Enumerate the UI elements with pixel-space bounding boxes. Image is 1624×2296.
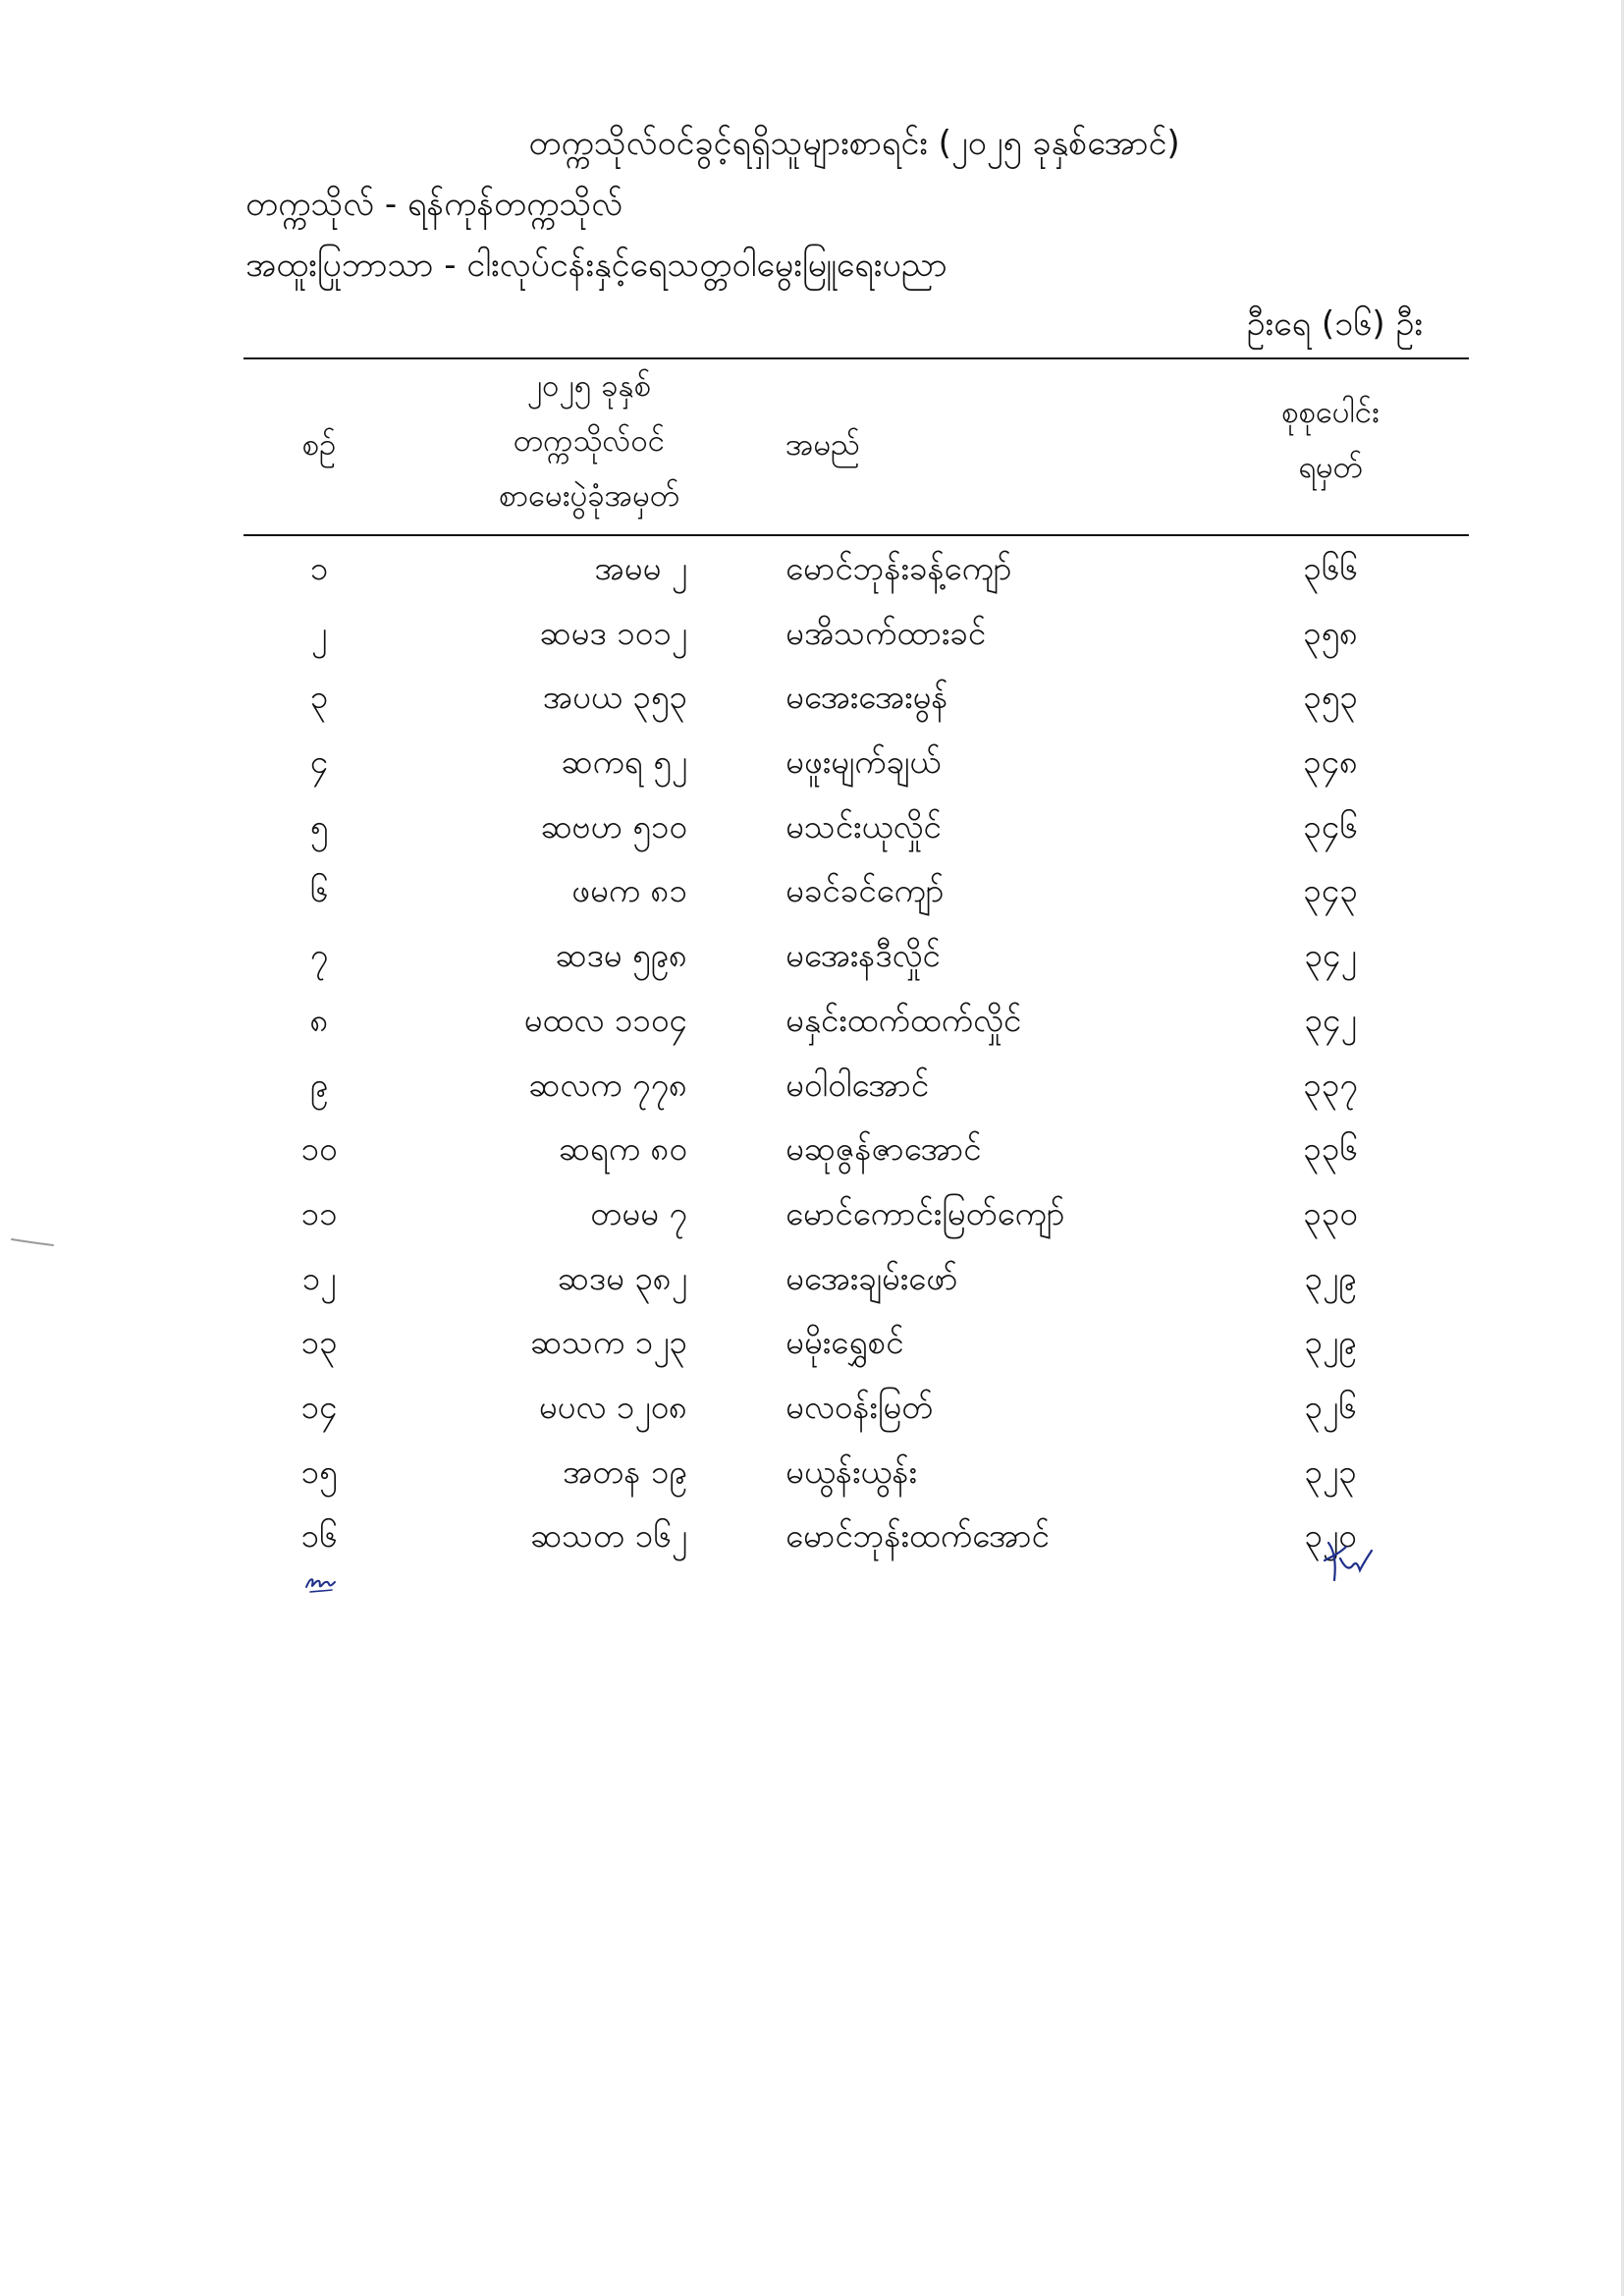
left-signature-mark (302, 1569, 342, 1597)
row-name: မနှင်းထက်ထက်လှိုင် (785, 1000, 1022, 1039)
row-name: မောင်ကောင်းမြတ်ကျော် (785, 1193, 1065, 1232)
row-no: ၁၆ (300, 1516, 338, 1556)
row-marks: ၃၃၀ (1303, 1193, 1358, 1232)
header-roll-number (432, 358, 746, 523)
row-marks: ၃၂၉ (1304, 1258, 1357, 1297)
table-row (0, 732, 1624, 796)
row-name: မယွန်းယွန်း (785, 1451, 917, 1491)
row-marks: ၃၃၇ (1303, 1065, 1358, 1104)
row-roll: ဆကရ ၅၂ (561, 742, 687, 782)
row-no: ၁ (309, 549, 329, 587)
row-marks: ၃၂၀ (1304, 1516, 1357, 1556)
row-name: မခင်ခင်ကျော် (785, 871, 945, 910)
row-name: မောင်ဘုန်းခန့်ကျော် (785, 549, 1012, 587)
table-row (0, 990, 1624, 1055)
row-roll: ဖမက ၈၁ (571, 871, 687, 910)
subject-line: အထူးပြုဘာသာ - ငါးလုပ်ငန်းနှင့်ရေသတ္တဝါမွေးမြူရေးပညာ (245, 246, 947, 285)
table-body (0, 538, 1624, 1570)
row-roll: ဆရက ၈၀ (558, 1129, 687, 1169)
row-roll: အတန ၁၉ (562, 1451, 687, 1491)
row-roll: တမမ ၇ (590, 1193, 687, 1232)
row-no: ၉ (309, 1065, 329, 1104)
row-marks: ၃၄၈ (1303, 742, 1358, 782)
row-roll: အမမ ၂ (594, 549, 687, 587)
table-row (0, 538, 1624, 603)
row-name: မအိသက်ထားခင် (785, 613, 987, 652)
table-row (0, 1312, 1624, 1377)
row-no: ၆ (309, 871, 329, 910)
row-no: ၁၅ (300, 1451, 338, 1491)
table-row (0, 925, 1624, 990)
row-marks: ၃၄၃ (1303, 871, 1358, 910)
row-no: ၈ (309, 1000, 329, 1039)
table-row (0, 1442, 1624, 1506)
row-roll: ဆသတ ၁၆၂ (530, 1516, 687, 1556)
scan-smudge (10, 1235, 55, 1249)
header-name: အမည် (785, 427, 861, 463)
row-name: မောင်ဘုန်းထက်အောင် (785, 1516, 1050, 1556)
row-no: ၂ (310, 613, 328, 652)
row-no: ၄ (309, 742, 329, 782)
document-title: တက္ကသိုလ်ဝင်ခွင့်ရရှိသူများစာရင်း (၂၀၂၅ ခုနှစ်အောင်) (528, 124, 1180, 163)
header-roll-line1: ၂၀၂၅ ခုနှစ် (526, 368, 652, 404)
row-marks: ၃၅၃ (1303, 678, 1358, 717)
header-no: စဉ် (301, 427, 337, 463)
row-roll: မထလ ၁၁၀၄ (523, 1000, 687, 1039)
row-name: မမိုးရွှေစင် (785, 1323, 904, 1362)
row-roll: ဆဒမ ၃၈၂ (557, 1258, 687, 1297)
table-row (0, 667, 1624, 732)
row-name: မအေးအေးမွန် (785, 678, 948, 717)
row-marks: ၃၂၃ (1304, 1451, 1357, 1491)
row-no: ၇ (309, 936, 329, 975)
right-signature-mark (1321, 1537, 1376, 1588)
university-line: တက္ကသိုလ် - ရန်ကုန်တက္ကသိုလ် (245, 185, 623, 224)
table-row (0, 1055, 1624, 1120)
row-name: မအေးနဒီလှိုင် (785, 936, 941, 975)
table-row (0, 796, 1624, 861)
row-no: ၃ (309, 678, 329, 717)
row-roll: အပယ ၃၅၃ (542, 678, 687, 717)
row-roll: ဆသက ၁၂၃ (530, 1323, 687, 1362)
row-name: မအေးချမ်းဖော် (785, 1258, 958, 1297)
row-no: ၁၄ (300, 1387, 338, 1426)
row-no: ၁၀ (300, 1129, 338, 1169)
row-name: မလဝန်းမြတ် (785, 1387, 934, 1426)
row-roll: ဆလက ၇၇၈ (528, 1065, 687, 1104)
row-no: ၅ (309, 806, 329, 846)
row-marks: ၃၂၆ (1304, 1387, 1357, 1426)
header-marks-line1: စုစုပေါင်း (1281, 395, 1380, 430)
row-marks: ၃၄၂ (1304, 936, 1357, 975)
table-row (0, 860, 1624, 925)
row-marks: ၃၅၈ (1303, 613, 1358, 652)
row-name: မဝါဝါအောင် (785, 1065, 930, 1104)
table-row (0, 1119, 1624, 1183)
row-marks: ၃၄၆ (1303, 806, 1358, 846)
row-name: မသင်းယုလှိုင် (785, 806, 942, 846)
table-row (0, 1248, 1624, 1313)
row-no: ၁၃ (300, 1323, 338, 1362)
table-row (0, 1183, 1624, 1248)
header-total-marks (1208, 385, 1453, 495)
row-roll: ဆဒမ ၅၉၈ (555, 936, 687, 975)
table-row (0, 1377, 1624, 1442)
header-roll-line2: တက္ကသိုလ်ဝင် (513, 423, 666, 459)
row-no: ၁၁ (300, 1193, 338, 1232)
row-roll: မပလ ၁၂၀၈ (538, 1387, 687, 1426)
row-name: မဆုဇွန်ဇာအောင် (785, 1129, 982, 1169)
table-row (0, 603, 1624, 668)
total-count: ဦးရေ (၁၆) ဦး (1246, 304, 1423, 344)
header-marks-line2: ရမှတ် (1298, 450, 1363, 485)
row-marks: ၃၂၉ (1304, 1323, 1357, 1362)
row-roll: ဆဗဟ ၅၁၀ (540, 806, 687, 846)
row-roll: ဆမဒ ၁၀၁၂ (539, 613, 687, 652)
row-no: ၁၂ (301, 1258, 337, 1297)
row-marks: ၃၄၂ (1304, 1000, 1357, 1039)
row-marks: ၃၃၆ (1303, 1129, 1358, 1169)
header-roll-line3: စာမေးပွဲခုံအမှတ် (498, 478, 680, 514)
table-top-rule (244, 357, 1469, 359)
row-marks: ၃၆၆ (1303, 549, 1358, 587)
table-row (0, 1505, 1624, 1570)
table-header-rule (244, 534, 1469, 536)
row-name: မဖူးမျက်ချယ် (785, 742, 942, 782)
